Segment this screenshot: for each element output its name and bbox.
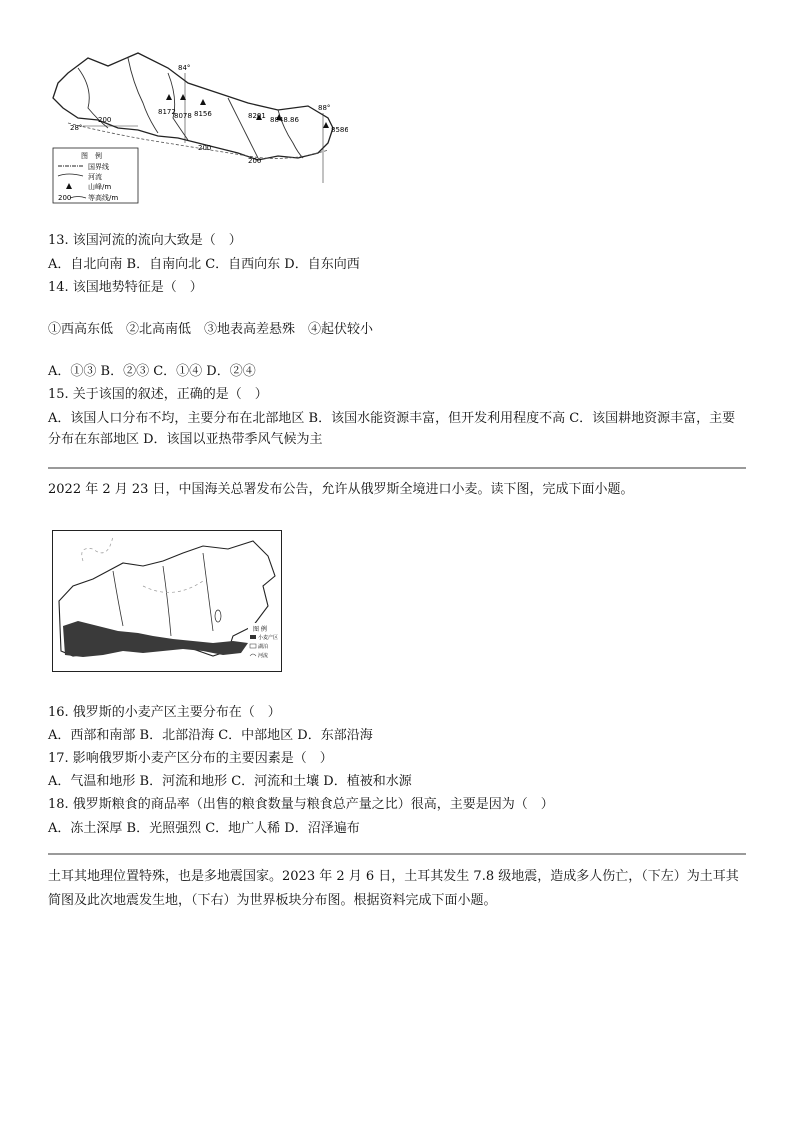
question-16-stem: 16. 俄罗斯的小麦产区主要分布在（ ） xyxy=(48,705,281,720)
contour-label: 200 xyxy=(248,157,262,165)
legend-lake: 湖泊 xyxy=(258,644,269,650)
question-18-options: A．冻土深厚 B．光照强烈 C．地广人稀 D．沼泽遍布 xyxy=(48,821,360,836)
lon-left-label: 84° xyxy=(178,64,191,72)
question-14-options: A．①③ B．②③ C．①④ D．②④ xyxy=(48,364,256,379)
legend-title: 图 例 xyxy=(253,626,267,633)
nepal-map xyxy=(48,48,348,208)
peak-label: 8078 xyxy=(174,112,192,120)
section-divider xyxy=(48,853,746,855)
question-13-options: A．自北向南 B．自南向北 C．自西向东 D．自东向西 xyxy=(48,257,360,272)
legend-border: 国界线 xyxy=(88,163,109,171)
peak-label: 8848.86 xyxy=(270,116,299,124)
russia-wheat-map xyxy=(52,530,282,672)
legend-title: 图 例 xyxy=(81,152,102,160)
question-14-stem: 14. 该国地势特征是（ ） xyxy=(48,280,203,295)
question-17-options: A．气温和地形 B．河流和地形 C．河流和土壤 D．植被和水源 xyxy=(48,774,412,789)
legend-contour-value: 200 xyxy=(58,194,72,202)
legend-wheat-area: 小麦产区 xyxy=(258,635,279,641)
section-divider xyxy=(48,467,746,469)
legend-river: 河流 xyxy=(258,653,269,659)
question-15-stem: 15. 关于该国的叙述，正确的是（ ） xyxy=(48,387,268,402)
question-13-stem: 13. 该国河流的流向大致是（ ） xyxy=(48,233,242,248)
legend-peak: 山峰/m xyxy=(88,183,112,191)
peak-label: 8586 xyxy=(331,126,348,134)
wheat-intro: 2022 年 2 月 23 日，中国海关总署发布公告，允许从俄罗斯全境进口小麦。读下图，完成下面小题。 xyxy=(48,482,634,497)
question-16-options: A．西部和南部 B．北部沿海 C．中部地区 D．东部沿海 xyxy=(48,728,373,743)
turkey-intro: 土耳其地理位置特殊，也是多地震国家。2023 年 2 月 6 日，土耳其发生 7.8 级地震，造成多人伤亡，（下左）为土耳其简图及此次地震发生地，（下右）为世界板块分布图。根据资料完成下面小题。 xyxy=(48,869,739,908)
legend-river: 河流 xyxy=(88,173,102,181)
question-15-options: A．该国人口分布不均，主要分布在北部地区 B．该国水能资源丰富，但开发利用程度不高 C．该国耕地资源丰富，主要分布在东部地区 D．该国以亚热带季风气候为主 xyxy=(48,411,736,447)
legend-contour: 等高线/m xyxy=(88,194,119,202)
contour-label: 200 xyxy=(198,144,212,152)
contour-label: 200 xyxy=(98,116,112,124)
question-18-stem: 18. 俄罗斯粮食的商品率（出售的粮食数量与粮食总产量之比）很高，主要是因为（ ） xyxy=(48,797,554,812)
peak-label: 8172 xyxy=(158,108,176,116)
peak-label: 8156 xyxy=(194,110,212,118)
question-14-statements: ①西高东低 ②北高南低 ③地表高差悬殊 ④起伏较小 xyxy=(48,322,374,337)
question-17-stem: 17. 影响俄罗斯小麦产区分布的主要因素是（ ） xyxy=(48,751,333,766)
lon-right-label: 88° xyxy=(318,104,331,112)
lat-label: 28° xyxy=(70,124,83,132)
peak-label: 8201 xyxy=(248,112,266,120)
